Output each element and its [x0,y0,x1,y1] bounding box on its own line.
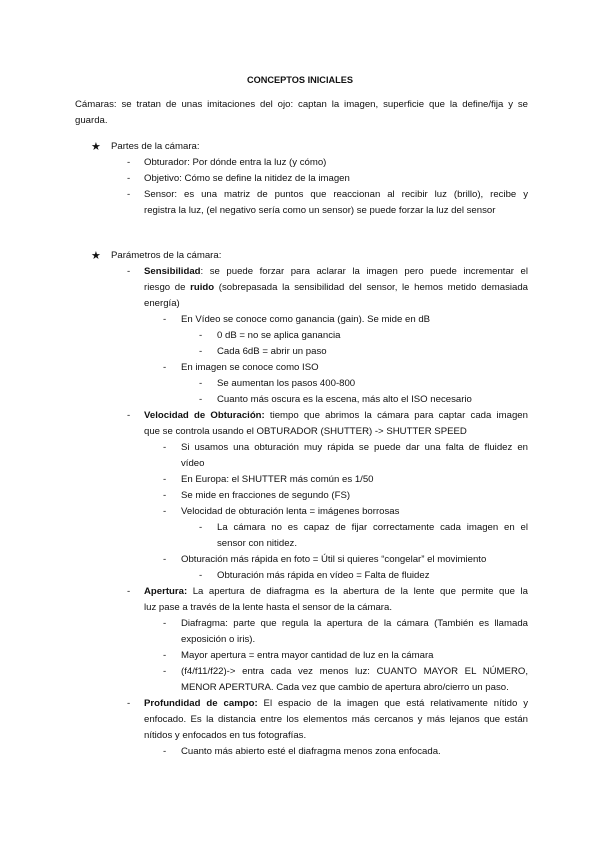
apertura-term: Apertura: [144,586,188,597]
dash-bullet-icon: - [199,330,203,341]
dash-bullet-icon: - [199,394,203,405]
obturacion-item: Obturación más rápida en foto = Útil si quieres “congelar” el movimiento [181,554,487,565]
apertura-item: (f4/f11/f22)-> entra cada vez menos luz: CUANTO MAYOR EL NÚMERO, [181,666,528,677]
parametros-heading: Parámetros de la cámara: [111,250,222,261]
obturacion-sub-item: La cámara no es capaz de fijar correctamente cada imagen en el [217,522,528,533]
sensibilidad-video: En Vídeo se conoce como ganancia (gain). Se mide en dB [181,314,431,325]
apertura-line-2: luz pase a través de la lente hasta el sensor de la cámara. [144,602,392,613]
apertura-item-cont: exposición o iris). [181,634,256,645]
video-sub-item: 0 dB = no se aplica ganancia [217,330,341,341]
imagen-sub-item: Se aumentan los pasos 400-800 [217,378,356,389]
video-sub-item: Cada 6dB = abrir un paso [217,346,327,357]
dash-bullet-icon: - [127,157,131,168]
dash-bullet-icon: - [127,173,131,184]
obturacion-line-1 [144,408,528,424]
sensibilidad-imagen: En imagen se conoce como ISO [181,362,319,373]
dash-bullet-icon: - [199,522,203,533]
dash-bullet-icon: - [163,666,167,677]
dash-bullet-icon: - [127,698,131,709]
obturacion-sub-item: Obturación más rápida en vídeo = Falta de fluidez [217,570,430,581]
sensibilidad-term: Sensibilidad [144,266,201,277]
profundidad-line-1 [144,696,528,712]
dash-bullet-icon: - [199,570,203,581]
dash-bullet-icon: - [199,346,203,357]
sensibilidad-line-3: energía) [144,298,180,309]
sensibilidad-line-1 [144,264,528,280]
dash-bullet-icon: - [199,378,203,389]
profundidad-line-2: enfocado. Es la distancia entre los elementos más cercanos y más lejanos que están [144,714,528,725]
sensibilidad-riesgo: riesgo de [144,282,191,293]
dash-bullet-icon: - [163,474,167,485]
dash-bullet-icon: - [163,650,167,661]
partes-heading: Partes de la cámara: [111,141,200,152]
camaras-line-2: guarda. [75,115,108,126]
obturacion-item: Si usamos una obturación muy rápida se puede dar una falta de fluidez en [181,442,528,453]
star-bullet-icon: ★ [91,141,101,153]
sensibilidad-text: : se puede forzar para aclarar la imagen pero puede incrementar el [200,266,528,277]
dash-bullet-icon: - [127,410,131,421]
profundidad-item: Cuanto más abierto esté el diafragma menos zona enfocada. [181,746,441,757]
dash-bullet-icon: - [163,490,167,501]
obturacion-sub-item-cont: sensor con nitidez. [217,538,297,549]
dash-bullet-icon: - [163,618,167,629]
partes-item-objetivo: Objetivo: Cómo se define la nitidez de la imagen [144,173,350,184]
partes-item-sensor: Sensor: es una matriz de puntos que reaccionan al recibir luz (brillo), recibe y [144,189,528,200]
partes-item-obturador: Obturador: Por dónde entra la luz (y cómo) [144,157,327,168]
obturacion-line-2: que se controla usando el OBTURADOR (SHUTTER) -> SHUTTER SPEED [144,426,467,437]
partes-item-sensor-cont: registra la luz, (el negativo sería como un sensor) se puede forzar la luz del sensor [144,205,496,216]
sensibilidad-riesgo-rest: (sobrepasada la sensibilidad del sensor, le hemos metido demasiada [214,282,529,293]
dash-bullet-icon: - [163,362,167,373]
profundidad-text: El espacio de la imagen que está relativamente nítido y [257,698,528,709]
ruido-term: ruido [190,282,215,293]
imagen-sub-item: Cuanto más oscura es la escena, más alto el ISO necesario [217,394,472,405]
obturacion-item-cont: vídeo [181,458,205,469]
obturacion-item: Velocidad de obturación lenta = imágenes borrosas [181,506,400,517]
apertura-line-1 [144,584,528,600]
dash-bullet-icon: - [163,554,167,565]
camaras-line-1: Cámaras: se tratan de unas imitaciones del ojo: captan la imagen, superficie que la define/fija y se [75,99,528,110]
obturacion-text: tiempo que abrimos la cámara para captar cada imagen [264,410,528,421]
profundidad-line-3: nítidos y enfocados en tus fotografías. [144,730,307,741]
sensibilidad-line-2 [144,280,528,296]
apertura-item: Diafragma: parte que regula la apertura de la cámara (También es llamada [181,618,528,629]
profundidad-term: Profundidad de campo: [144,698,258,709]
obturacion-term: Velocidad de Obturación: [144,410,265,421]
dash-bullet-icon: - [163,746,167,757]
dash-bullet-icon: - [127,189,131,200]
obturacion-item: Se mide en fracciones de segundo (FS) [181,490,351,501]
obturacion-item: En Europa: el SHUTTER más común es 1/50 [181,474,374,485]
dash-bullet-icon: - [163,506,167,517]
star-bullet-icon: ★ [91,250,101,262]
apertura-item-cont: MENOR APERTURA. Cada vez que cambio de apertura abro/cierro un paso. [181,682,509,693]
dash-bullet-icon: - [163,442,167,453]
document-title: CONCEPTOS INICIALES [246,75,353,85]
apertura-item: Mayor apertura = entra mayor cantidad de luz en la cámara [181,650,434,661]
dash-bullet-icon: - [163,314,167,325]
apertura-text: La apertura de diafragma es la abertura de la lente que permite que la [187,586,528,597]
dash-bullet-icon: - [127,266,131,277]
dash-bullet-icon: - [127,586,131,597]
